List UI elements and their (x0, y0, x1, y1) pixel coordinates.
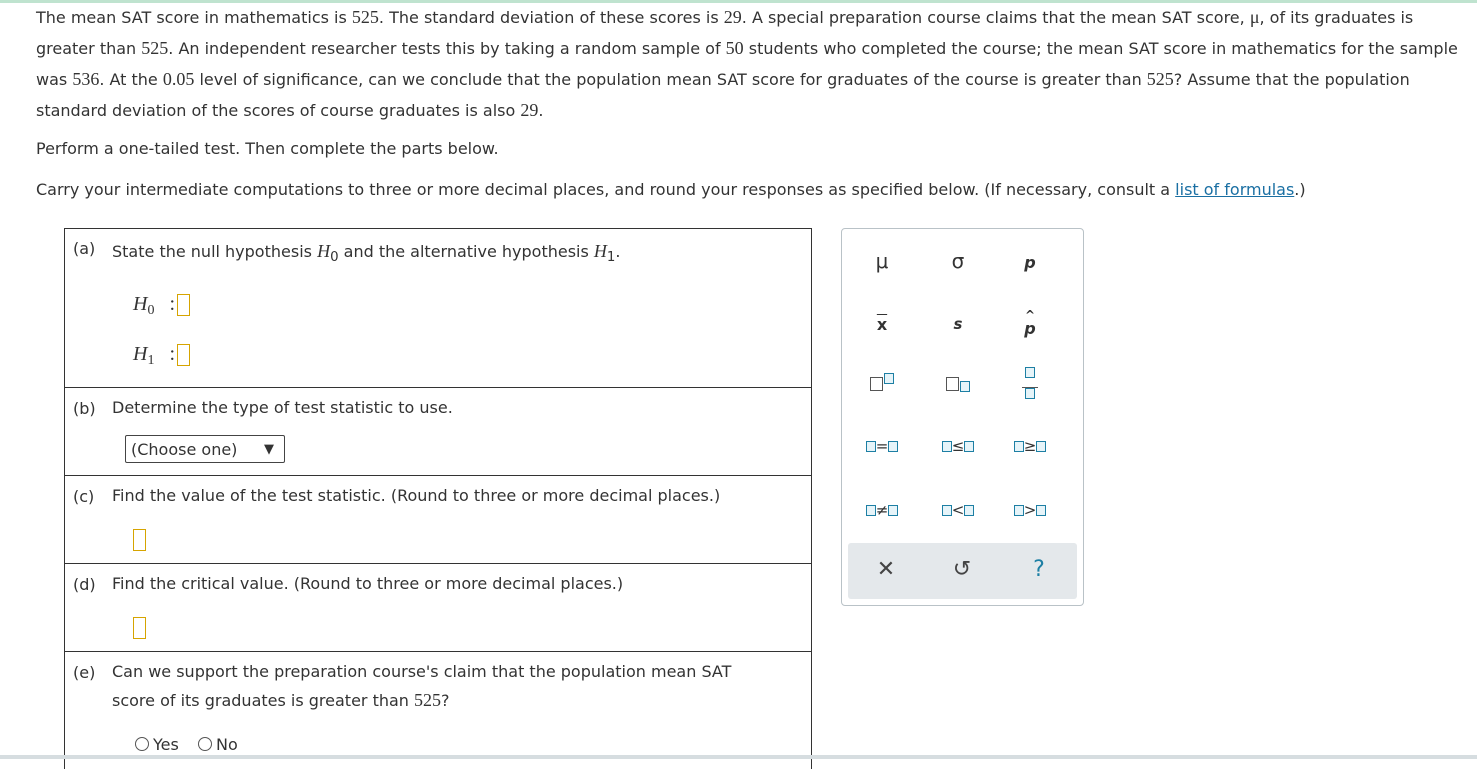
not-equal-button[interactable]: ≠ (852, 501, 912, 519)
part-d: (d) Find the critical value. (Round to three or more decimal places.) (65, 563, 811, 652)
mu-button[interactable]: μ (875, 249, 889, 273)
superscript-button[interactable] (852, 373, 912, 392)
p-hat-button[interactable]: ^ p (1024, 308, 1036, 338)
greater-than-button[interactable]: > (1000, 501, 1060, 519)
p-button[interactable]: p (1024, 253, 1036, 272)
greater-equal-button[interactable]: ≥ (1000, 437, 1060, 455)
part-a: (a) State the null hypothesis $H_0$ and the alternative hypothesis $H_1$. $H_0$ : $H_1$ : (65, 229, 811, 388)
x-bar-button[interactable]: $\overline{x}$ (876, 315, 888, 334)
less-equal-button[interactable]: ≤ (928, 437, 988, 455)
instruction-perform: Perform a one-tailed test. Then complete the parts below. (36, 139, 499, 158)
question-parts (64, 228, 812, 769)
test-statistic-input[interactable] (133, 529, 146, 551)
critical-value-input[interactable] (133, 617, 146, 639)
formulas-link[interactable]: list of formulas (1175, 180, 1295, 199)
s-button[interactable]: s (953, 315, 963, 333)
instruction-carry: Carry your intermediate computations to three or more decimal places, and round your responses as specified below. (If necessary, consult a list of formulas.) (36, 180, 1306, 199)
dropdown-arrow-icon: ▼ (264, 442, 274, 457)
sigma-button[interactable]: σ (951, 249, 965, 273)
equals-button[interactable]: = (852, 437, 912, 455)
null-hypothesis-row: $H_0$ : (133, 293, 190, 316)
no-option[interactable]: No (198, 735, 238, 754)
alt-hypothesis-row: $H_1$ : (133, 343, 190, 366)
part-c: (c) Find the value of the test statistic. (Round to three or more decimal places.) (65, 475, 811, 564)
null-hypothesis-input[interactable] (177, 294, 190, 316)
help-icon[interactable]: ? (1033, 557, 1045, 582)
subscript-button[interactable] (928, 373, 988, 392)
no-radio[interactable] (198, 737, 212, 751)
clear-icon[interactable]: ✕ (876, 557, 896, 582)
alt-hypothesis-input[interactable] (177, 344, 190, 366)
problem-statement: The mean SAT score in mathematics is 525. The standard deviation of these scores is 29. A special preparation course claims that the mean SAT score, μ, of its graduates is greater than 525. An independent researcher tests this by taking a random sample of 50 students who completed the course; the mean SAT score in mathematics for the sample was 536. At the 0.05 level of significance, can we conclude that the population mean SAT score for graduates of the course is greater than 525? Assume that the population standard deviation of the scores of course graduates is also 29. (36, 7, 1458, 120)
bottom-border (0, 755, 1477, 759)
test-statistic-select[interactable]: (Choose one) ▼ (125, 435, 285, 463)
part-b: (b) Determine the type of test statistic to use. (Choose one) ▼ (65, 387, 811, 476)
palette-footer (848, 543, 1077, 599)
part-e: (e) Can we support the preparation course's claim that the population mean SAT score of its graduates is greater than 525? Yes No (73, 662, 732, 754)
undo-icon[interactable]: ↺ (952, 557, 972, 582)
yes-option[interactable]: Yes (135, 735, 179, 754)
symbol-palette (841, 228, 1084, 606)
fraction-button[interactable] (1000, 367, 1060, 399)
less-than-button[interactable]: < (928, 501, 988, 519)
yes-radio[interactable] (135, 737, 149, 751)
